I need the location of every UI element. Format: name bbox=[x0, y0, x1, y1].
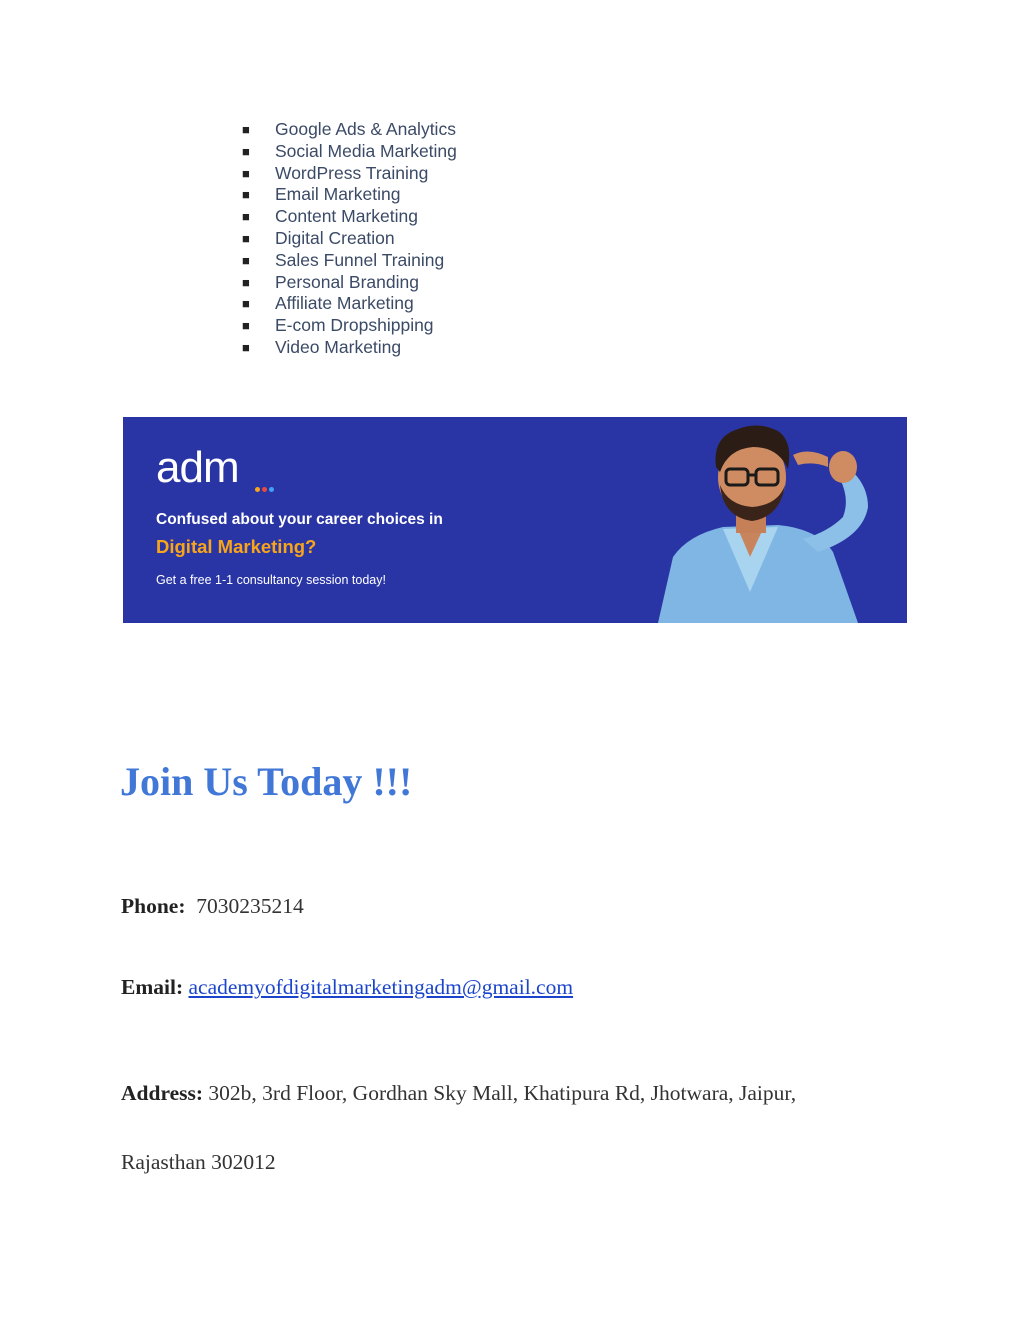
course-label: Digital Creation bbox=[275, 227, 395, 248]
email-link[interactable]: academyofdigitalmarketingadm@gmail.com bbox=[188, 975, 574, 999]
course-label: Google Ads & Analytics bbox=[275, 119, 456, 139]
adm-logo: adm bbox=[156, 443, 239, 492]
list-item bbox=[242, 206, 457, 228]
course-label: Video Marketing bbox=[275, 336, 402, 357]
banner-subline: Get a free 1-1 consultancy session today! bbox=[156, 573, 386, 587]
list-item bbox=[242, 228, 457, 250]
list-item bbox=[242, 184, 457, 206]
address-value: 302b, 3rd Floor, Gordhan Sky Mall, Khatipura Rd, Jhotwara, Jaipur, bbox=[208, 1081, 797, 1105]
course-label: Email Marketing bbox=[275, 184, 401, 205]
course-label: WordPress Training bbox=[275, 162, 429, 183]
phone-label: Phone: bbox=[121, 894, 186, 918]
confused-man-illustration bbox=[628, 417, 907, 623]
course-list bbox=[242, 119, 457, 359]
bullet-icon: ■ bbox=[242, 339, 250, 355]
address-line-2: Rajasthan 302012 bbox=[121, 1150, 276, 1174]
email-label: Email: bbox=[121, 975, 184, 999]
course-label: Affiliate Marketing bbox=[275, 293, 414, 314]
list-item bbox=[242, 163, 457, 185]
bullet-icon: ■ bbox=[242, 318, 250, 334]
list-item bbox=[242, 250, 457, 272]
bullet-icon: ■ bbox=[242, 187, 250, 203]
bullet-icon: ■ bbox=[242, 122, 250, 137]
bullet-icon: ■ bbox=[242, 252, 250, 268]
bullet-icon: ■ bbox=[242, 143, 250, 159]
address-line-1 bbox=[121, 1081, 796, 1106]
course-label: E-com Dropshipping bbox=[275, 315, 434, 336]
course-label: Social Media Marketing bbox=[275, 140, 457, 161]
course-label: Personal Branding bbox=[275, 271, 419, 292]
course-label: Sales Funnel Training bbox=[275, 249, 445, 270]
page-title: Join Us Today !!! bbox=[120, 759, 413, 804]
banner-headline: Confused about your career choices in bbox=[156, 511, 443, 528]
course-label: Content Marketing bbox=[275, 206, 418, 227]
list-item bbox=[242, 272, 457, 294]
email-line bbox=[121, 975, 573, 1000]
bullet-icon: ■ bbox=[242, 274, 250, 290]
logo-dots-icon bbox=[255, 479, 276, 497]
list-item bbox=[242, 293, 457, 315]
list-item bbox=[242, 315, 457, 337]
banner-highlight: Digital Marketing? bbox=[156, 536, 317, 557]
list-item bbox=[242, 337, 457, 359]
list-item bbox=[242, 141, 457, 163]
phone-value: 7030235214 bbox=[196, 894, 304, 918]
address-label: Address: bbox=[121, 1081, 204, 1105]
bullet-icon: ■ bbox=[242, 209, 250, 225]
promo-banner[interactable] bbox=[123, 417, 907, 623]
bullet-icon: ■ bbox=[242, 230, 250, 246]
bullet-icon: ■ bbox=[242, 296, 250, 312]
bullet-icon: ■ bbox=[242, 165, 250, 181]
list-item bbox=[242, 119, 457, 141]
phone-line bbox=[121, 894, 304, 919]
